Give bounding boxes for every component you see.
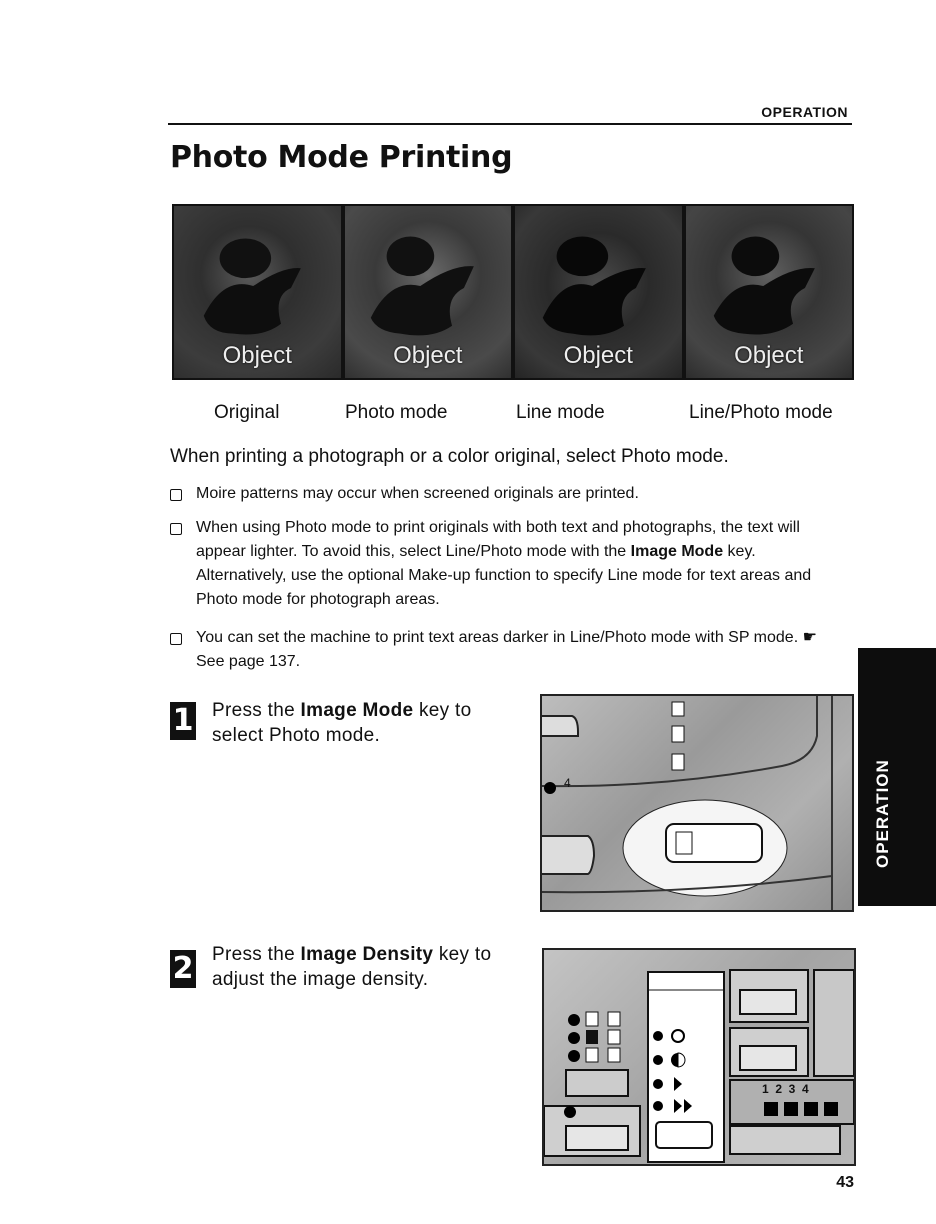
note-text: [196, 516, 846, 612]
intro-text: When printing a photograph or a color original, select Photo mode.: [170, 446, 729, 467]
caption-line-photo-mode: Line/Photo mode: [689, 402, 833, 423]
header-rule: [168, 123, 852, 125]
line-mode-sample-image: [515, 206, 682, 378]
image-mode-panel: [540, 694, 854, 912]
note-text-part: You can set the machine to print text areas darker in Line/Photo mode with SP mode.: [196, 629, 803, 646]
image-mode-key-label: Image Mode: [630, 543, 724, 560]
step-text-part: Press the: [212, 944, 301, 965]
indicator-number: 4: [564, 776, 571, 790]
pointing-hand-icon: ☛: [802, 629, 817, 646]
section-label: OPERATION: [761, 104, 848, 120]
note-text-part: When using Photo mode to print originals with both text and photographs, the text will appear lighter. To avoid this, select Line/Photo mode with the: [196, 519, 800, 560]
photo-mode-sample-image: [345, 206, 512, 378]
step-text-part: Press the: [212, 700, 301, 721]
sample-word: Object: [222, 342, 292, 369]
note-text: Moire patterns may occur when screened originals are printed.: [196, 485, 639, 502]
image-mode-key-label: Image Mode: [300, 700, 414, 721]
step-1-text: [212, 698, 514, 748]
step-text-part: key to adjust the image density.: [212, 944, 492, 990]
step-text-part: key to select Photo mode.: [212, 700, 472, 746]
density-level-numbers: 1 2 3 4: [762, 1082, 809, 1096]
note-line-photo: [170, 516, 846, 612]
caption-original: Original: [214, 402, 280, 423]
sample-word: Object: [393, 342, 463, 369]
side-tab: [858, 648, 936, 906]
caption-photo-mode: Photo mode: [345, 402, 448, 423]
step-2-number: 2: [170, 950, 196, 988]
note-bullet-icon: [170, 489, 182, 501]
note-bullet-icon: [170, 633, 182, 645]
sample-word: Object: [563, 342, 633, 369]
sample-image-strip: [172, 204, 854, 380]
note-bullet-icon: [170, 523, 182, 535]
page-number: 43: [836, 1174, 854, 1191]
side-tab-label: OPERATION: [873, 759, 892, 868]
image-density-panel: [542, 948, 856, 1166]
note-sp-mode: [170, 626, 846, 674]
control-panel-illustration: [542, 696, 852, 910]
line-photo-mode-sample-image: [686, 206, 853, 378]
note-moire: [170, 482, 846, 506]
sample-word: Object: [734, 342, 804, 369]
control-panel-illustration: [544, 950, 854, 1164]
note-text: [196, 626, 846, 674]
step-2-text: [212, 942, 514, 992]
original-sample-image: [174, 206, 341, 378]
caption-line-mode: Line mode: [516, 402, 605, 423]
note-text-part: See page 137.: [196, 653, 301, 670]
note-text-part: key. Alternatively, use the optional Make-up function to specify Line mode for text areas and Photo mode for photograph areas.: [196, 543, 812, 608]
image-density-key-label: Image Density: [300, 944, 434, 965]
page-title: Photo Mode Printing: [170, 140, 513, 175]
step-1-number: 1: [170, 702, 196, 740]
